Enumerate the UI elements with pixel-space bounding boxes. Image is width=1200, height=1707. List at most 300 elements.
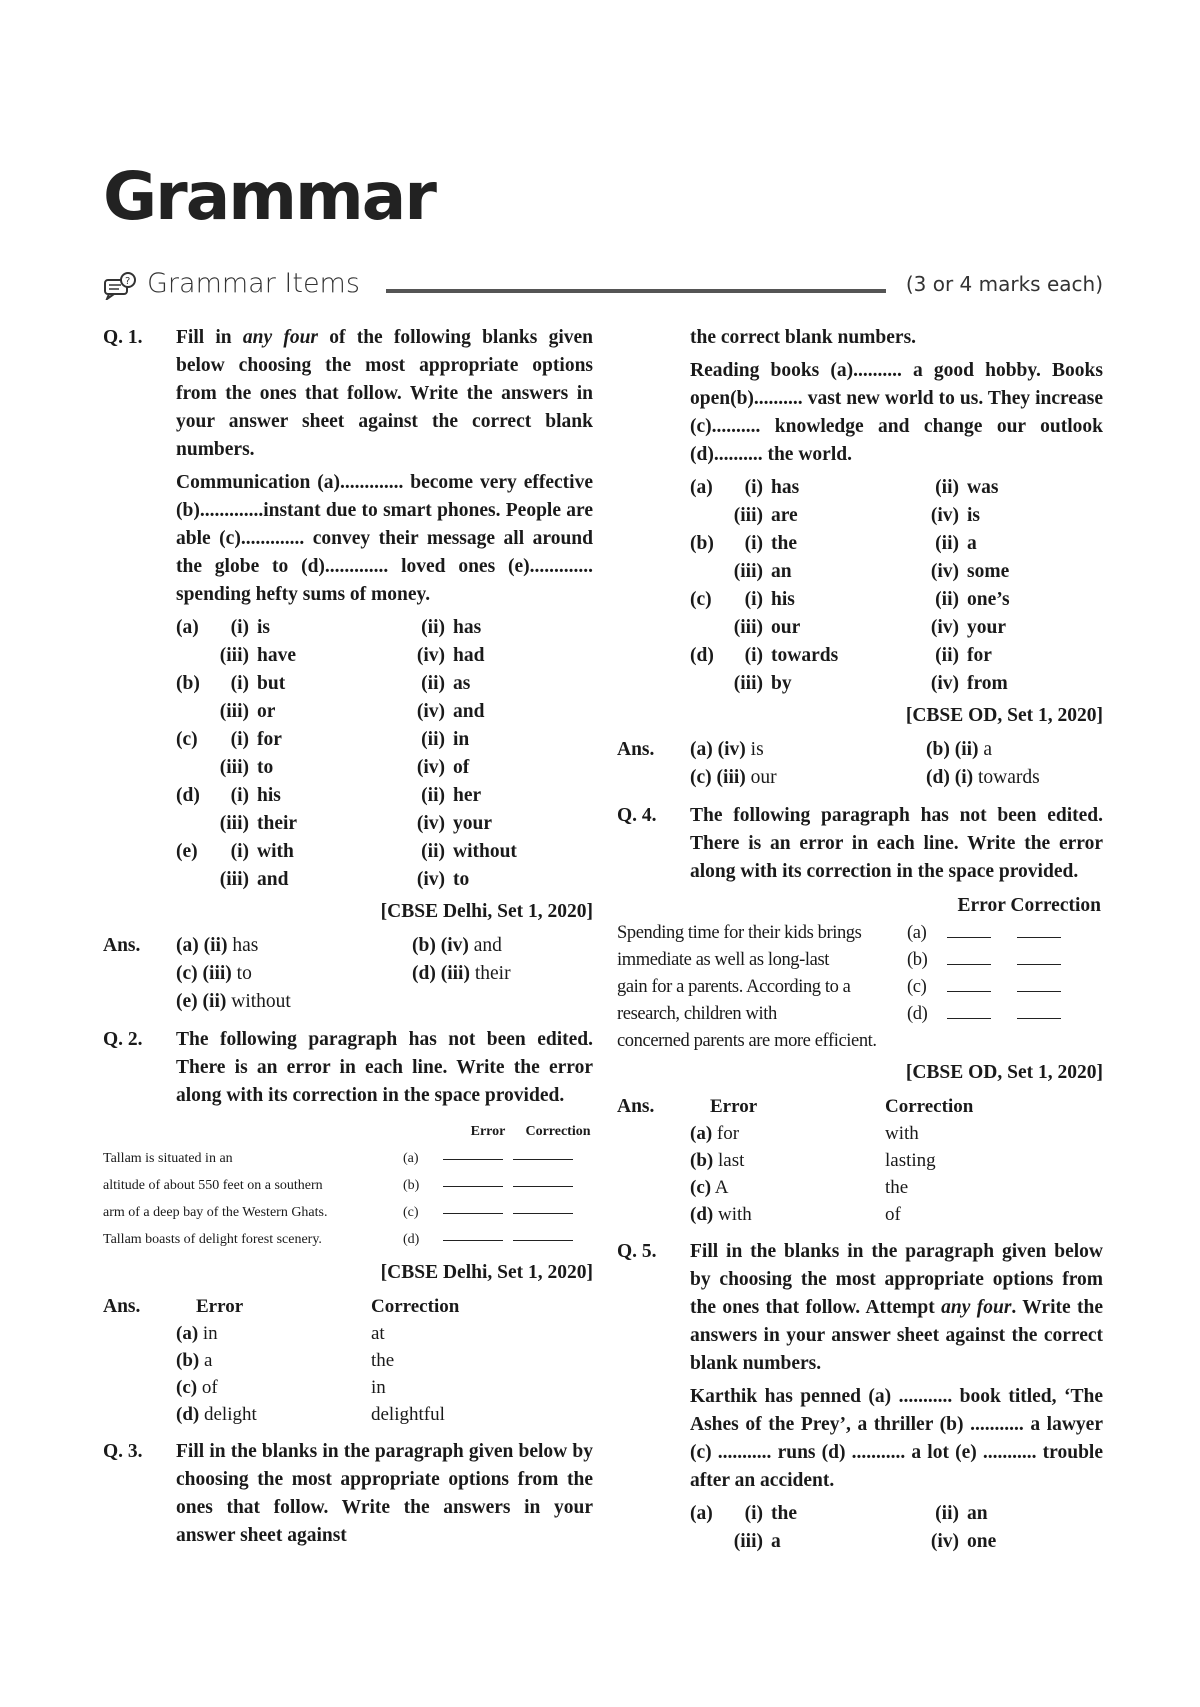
answer-letter: (a): [690, 1123, 713, 1144]
option-numeral: (iv): [930, 561, 959, 582]
answer-error: A: [714, 1177, 729, 1198]
option-choice: [725, 474, 921, 502]
option-choice: [725, 530, 921, 558]
question-5: [617, 1238, 1103, 1556]
error-table-row: [617, 947, 1103, 974]
error-blank-cell: [947, 920, 1017, 947]
option-choice: [921, 586, 1010, 614]
correction-blank: [1017, 977, 1061, 992]
option-numeral: (iv): [416, 645, 445, 666]
option-spacer: [176, 754, 211, 782]
question-stem: The following paragraph has not been edited. There is an error in each line. Write the error along with its correction in the space provided.: [690, 805, 1103, 882]
error-blank: [443, 1145, 503, 1160]
answer-error: a: [203, 1350, 213, 1371]
option-numeral: (iv): [930, 1531, 959, 1552]
option-choice: [725, 558, 921, 586]
option-numeral: (i): [230, 729, 249, 750]
option-row: [690, 614, 1103, 642]
answer-letter: (d): [690, 1204, 714, 1225]
error-table: [617, 920, 1103, 1055]
answer-word: to: [236, 963, 252, 984]
option-numeral: (ii): [935, 1503, 959, 1524]
answer-cell: [176, 1374, 271, 1401]
line-key: (b): [907, 950, 928, 970]
option-text: to: [257, 757, 274, 778]
question-stem: Fill in any four of the following blanks given below choosing the most appropriate options from the ones that follow. Write the answers in your answer sheet against the correct blank numbers.: [176, 327, 593, 460]
error-blank-cell: [947, 1001, 1017, 1028]
option-spacer: [690, 670, 725, 698]
answer-label: Ans.: [617, 739, 655, 760]
question-stem-continued: the correct blank numbers.: [690, 327, 917, 348]
question-stem: The following paragraph has not been edited. There is an error in each line. Write the error along with its correction in the space provided.: [176, 1029, 593, 1106]
question-3: [103, 1438, 593, 1550]
option-text: the: [771, 533, 797, 554]
option-choice: [921, 670, 1008, 698]
option-choice: [407, 698, 484, 726]
error-table-row: [103, 1145, 593, 1172]
answer-numeral: (ii): [203, 935, 228, 956]
answer-error: in: [202, 1323, 218, 1344]
answer-row: [176, 1374, 593, 1401]
answer-row: [690, 1201, 1103, 1228]
option-choice: [725, 1500, 921, 1528]
option-choice: [407, 614, 481, 642]
answer-row: [690, 1147, 1103, 1174]
answer-error: last: [717, 1150, 745, 1171]
answer-row: [690, 1120, 1103, 1147]
correction-blank-cell: [1017, 1001, 1103, 1028]
option-row: [176, 726, 593, 754]
option-label: (a): [690, 1503, 713, 1524]
option-choice: [211, 866, 407, 894]
option-text: to: [453, 869, 470, 890]
option-choice: [921, 558, 1009, 586]
error-blank: [947, 950, 991, 965]
line-key: (c): [403, 1205, 419, 1220]
option-row: [690, 558, 1103, 586]
answer-row: [176, 1347, 593, 1374]
answer-2: [103, 1293, 593, 1428]
option-text: for: [967, 645, 992, 666]
answer-letter: (a): [176, 935, 199, 956]
option-choice: [725, 1528, 921, 1556]
option-text: and: [257, 869, 289, 890]
answer-1: [103, 932, 593, 1016]
option-choice: [407, 726, 469, 754]
correction-blank-cell: [1017, 920, 1103, 947]
section-rule: [386, 289, 886, 293]
option-text: for: [257, 729, 282, 750]
line-key: (b): [403, 1178, 420, 1193]
option-text: our: [771, 617, 801, 638]
error-table-row: [103, 1199, 593, 1226]
answer-word: our: [750, 767, 777, 788]
question-2: [103, 1026, 593, 1110]
option-numeral: (ii): [421, 729, 445, 750]
line-key: (d): [907, 1004, 928, 1024]
answer-item: [176, 988, 412, 1016]
answer-item: [412, 932, 593, 960]
answer-letter: (c): [176, 1377, 198, 1398]
option-row: [690, 1500, 1103, 1528]
answer-cell: [176, 1347, 271, 1374]
answer-letter: (b): [926, 739, 950, 760]
option-row: [176, 670, 593, 698]
option-text: had: [453, 645, 485, 666]
answer-numeral: (ii): [954, 739, 979, 760]
option-numeral: (i): [230, 617, 249, 638]
option-numeral: (iii): [733, 561, 763, 582]
option-label: (d): [690, 645, 714, 666]
answer-cell: [176, 1401, 271, 1428]
option-numeral: (iii): [219, 813, 249, 834]
option-numeral: (i): [744, 477, 763, 498]
option-spacer: [176, 642, 211, 670]
option-text: was: [967, 477, 999, 498]
answer-table: Error Correction (a) for with (b) last lasting (c) A the (d) with of: [690, 1093, 1103, 1228]
line-text: Tallam is situated in an: [103, 1151, 233, 1166]
option-choice: [921, 502, 980, 530]
answer-numeral: (iii): [716, 767, 746, 788]
error-table: [103, 1118, 593, 1253]
answer-letter: (d): [412, 963, 436, 984]
answer-numeral: (iii): [440, 963, 470, 984]
option-choice: [211, 726, 407, 754]
right-column: [617, 324, 1103, 1562]
option-text: without: [453, 841, 517, 862]
option-choice: [921, 614, 1006, 642]
option-numeral: (iii): [733, 617, 763, 638]
option-choice: [921, 1500, 988, 1528]
answer-numeral: (iv): [440, 935, 469, 956]
option-choice: [921, 642, 992, 670]
option-text: the: [771, 1503, 797, 1524]
option-choice: [211, 670, 407, 698]
option-text: her: [453, 785, 482, 806]
option-choice: [211, 810, 407, 838]
option-numeral: (iv): [416, 701, 445, 722]
source-citation: [CBSE OD, Set 1, 2020]: [905, 1062, 1103, 1083]
option-numeral: (iv): [416, 869, 445, 890]
option-numeral: (ii): [935, 589, 959, 610]
answer-word: a: [983, 739, 993, 760]
answer-letter: (c): [690, 1177, 712, 1198]
option-text: by: [771, 673, 792, 694]
options-list: [176, 614, 593, 894]
option-spacer: [690, 614, 725, 642]
question-number: Q. 5.: [617, 1241, 657, 1262]
option-spacer: [690, 558, 725, 586]
option-spacer: [690, 502, 725, 530]
answer-numeral: (iii): [202, 963, 232, 984]
line-text: altitude of about 550 feet on a southern: [103, 1178, 323, 1193]
option-choice: [725, 502, 921, 530]
answer-letter: (a): [690, 739, 713, 760]
answer-letter: (d): [176, 1404, 200, 1425]
line-text: concerned parents are more efficient.: [617, 1031, 877, 1051]
answer-correction: the: [885, 1177, 909, 1198]
answer-correction: in: [371, 1377, 386, 1398]
option-numeral: (iii): [219, 869, 249, 890]
option-row: [176, 754, 593, 782]
speech-bubble-icon: [103, 272, 137, 300]
option-numeral: (ii): [421, 673, 445, 694]
answer-4: [617, 1093, 1103, 1228]
correction-blank: [1017, 1004, 1061, 1019]
option-numeral: (iii): [733, 1531, 763, 1552]
option-choice: [407, 782, 481, 810]
answer-label: Ans.: [103, 1296, 141, 1317]
option-text: in: [453, 729, 470, 750]
answer-correction: of: [885, 1204, 901, 1225]
answer-correction: the: [371, 1350, 395, 1371]
option-spacer: [176, 698, 211, 726]
option-choice: [921, 474, 998, 502]
option-row: [176, 866, 593, 894]
error-table-row: [617, 920, 1103, 947]
option-choice: [211, 642, 407, 670]
question-3-cont: [617, 324, 1103, 730]
option-text: your: [453, 813, 492, 834]
error-table-row: [103, 1226, 593, 1253]
answer-word: their: [474, 963, 511, 984]
answer-numeral: (i): [954, 767, 974, 788]
answer-word: towards: [978, 767, 1040, 788]
option-choice: [921, 1528, 996, 1556]
answer-letter: (b): [412, 935, 436, 956]
option-text: and: [453, 701, 485, 722]
option-numeral: (iii): [733, 673, 763, 694]
question-passage: Reading books (a).......... a good hobby. Books open(b).......... vast new world to us. They increase (c).......... knowledge and change our outlook (d).......... the world.: [690, 360, 1103, 465]
section-marks: (3 or 4 marks each): [905, 272, 1103, 296]
option-text: your: [967, 617, 1006, 638]
source-citation: [CBSE Delhi, Set 1, 2020]: [380, 1262, 593, 1283]
question-passage: Communication (a)............. become very effective (b).............instant due to smart phones. People are able (c)............. convey their message all around the globe to (d)............. loved ones (e)............. spending hefty sums of money.: [176, 472, 593, 605]
answer-item: [926, 736, 1103, 764]
section-title: Grammar Items: [147, 268, 360, 299]
option-numeral: (i): [230, 785, 249, 806]
option-label: (d): [176, 785, 200, 806]
option-text: one: [967, 1531, 997, 1552]
answer-cell: [690, 1120, 785, 1147]
option-label: (b): [690, 533, 714, 554]
answer-correction: at: [371, 1323, 385, 1344]
option-text: an: [967, 1503, 988, 1524]
option-text: has: [453, 617, 482, 638]
option-choice: [407, 866, 469, 894]
option-choice: [211, 754, 407, 782]
option-numeral: (iv): [930, 617, 959, 638]
option-text: his: [771, 589, 795, 610]
option-numeral: (iv): [930, 673, 959, 694]
option-choice: [407, 642, 484, 670]
option-row: [690, 474, 1103, 502]
option-text: from: [967, 673, 1008, 694]
option-numeral: (iii): [219, 757, 249, 778]
answer-word: without: [231, 991, 291, 1012]
option-label: (e): [176, 841, 198, 862]
option-choice: [211, 838, 407, 866]
option-row: [690, 502, 1103, 530]
error-blank: [443, 1172, 503, 1187]
option-row: [176, 810, 593, 838]
option-choice: [407, 810, 492, 838]
option-label: (c): [176, 729, 198, 750]
option-spacer: [176, 866, 211, 894]
option-choice: [725, 614, 921, 642]
option-choice: [211, 782, 407, 810]
line-text: Spending time for their kids brings: [617, 923, 862, 943]
option-label: (b): [176, 673, 200, 694]
answer-letter: (c): [176, 963, 198, 984]
option-text: is: [257, 617, 271, 638]
question-number: Q. 4.: [617, 805, 657, 826]
option-choice: [407, 838, 517, 866]
error-blank: [443, 1226, 503, 1241]
answer-label: Ans.: [103, 935, 141, 956]
option-choice: [407, 670, 470, 698]
option-choice: [725, 642, 921, 670]
answer-numeral: (iv): [717, 739, 746, 760]
answer-3: [617, 736, 1103, 792]
option-numeral: (ii): [421, 785, 445, 806]
error-table-header: Error Correction: [957, 895, 1101, 916]
question-stem: Fill in the blanks in the paragraph given below by choosing the most appropriate options from the ones that follow. Attempt any four. Write the answers in your answer sheet against the correct blank numbers.: [690, 1241, 1103, 1374]
section-header: [103, 268, 1103, 304]
option-numeral: (i): [744, 645, 763, 666]
correction-blank: [513, 1199, 573, 1214]
option-text: is: [967, 505, 981, 526]
option-text: towards: [771, 645, 839, 666]
error-blank: [947, 923, 991, 938]
option-numeral: (i): [230, 841, 249, 862]
option-label: (a): [690, 477, 713, 498]
page-title: Grammar: [103, 158, 435, 235]
answer-numeral: (ii): [202, 991, 227, 1012]
answer-error: delight: [203, 1404, 257, 1425]
option-text: a: [967, 533, 977, 554]
correction-blank: [1017, 923, 1061, 938]
option-numeral: (i): [744, 1503, 763, 1524]
options-list: [690, 1500, 1103, 1556]
answer-grid: [690, 736, 1103, 792]
answer-letter: (e): [176, 991, 198, 1012]
option-row: [690, 1528, 1103, 1556]
option-text: their: [257, 813, 298, 834]
option-numeral: (iv): [416, 813, 445, 834]
error-table-row: [103, 1172, 593, 1199]
option-numeral: (ii): [935, 477, 959, 498]
question-1: [103, 324, 593, 926]
answer-letter: (b): [690, 1150, 714, 1171]
option-numeral: (iii): [219, 701, 249, 722]
correction-blank-cell: [1017, 1028, 1103, 1055]
answer-item: [926, 764, 1103, 792]
answer-row: [176, 1401, 593, 1428]
answer-item: [690, 764, 926, 792]
line-key: (a): [403, 1151, 419, 1166]
left-column: [103, 324, 593, 1556]
option-label: (a): [176, 617, 199, 638]
option-text: has: [771, 477, 800, 498]
option-text: are: [771, 505, 798, 526]
option-text: some: [967, 561, 1010, 582]
line-text: research, children with: [617, 1004, 777, 1024]
answer-item: [690, 736, 926, 764]
option-numeral: (i): [744, 589, 763, 610]
option-numeral: (ii): [935, 533, 959, 554]
option-numeral: (iv): [930, 505, 959, 526]
option-text: an: [771, 561, 792, 582]
line-key: [907, 1028, 947, 1055]
answer-correction: delightful: [371, 1404, 445, 1425]
question-number: Q. 1.: [103, 327, 143, 348]
answer-error: for: [716, 1123, 740, 1144]
answer-letter: (b): [176, 1350, 200, 1371]
option-text: as: [453, 673, 471, 694]
correction-blank: [1017, 950, 1061, 965]
error-blank-cell: [947, 1028, 1017, 1055]
option-row: [690, 530, 1103, 558]
option-spacer: [690, 1528, 725, 1556]
answer-item: [176, 960, 412, 988]
line-key: (c): [907, 977, 927, 997]
answer-word: has: [232, 935, 259, 956]
line-text: immediate as well as long-last: [617, 950, 829, 970]
line-text: gain for a parents. According to a: [617, 977, 851, 997]
options-list: [690, 474, 1103, 698]
line-key: (a): [907, 923, 927, 943]
option-numeral: (i): [230, 673, 249, 694]
answer-cell: [690, 1147, 785, 1174]
option-numeral: (iii): [219, 645, 249, 666]
option-row: [176, 838, 593, 866]
line-key: (d): [403, 1232, 420, 1247]
option-numeral: (i): [744, 533, 763, 554]
answer-error: of: [201, 1377, 218, 1398]
answer-cell: [690, 1174, 785, 1201]
answer-row: [176, 1320, 593, 1347]
option-choice: [407, 754, 469, 782]
answer-word: is: [750, 739, 764, 760]
error-blank-cell: [947, 974, 1017, 1001]
question-stem: Fill in the blanks in the paragraph given below by choosing the most appropriate options from the ones that follow. Write the answers in your answer sheet against: [176, 1441, 593, 1546]
svg-text:?: ?: [125, 276, 131, 287]
question-passage: Karthik has penned (a) ........... book titled, ‘The Ashes of the Prey’, a thriller (b) ........... a lawyer (c) ........... runs (d) ........... a lot (e) ........... trouble after an accident.: [690, 1386, 1103, 1491]
answer-table: Error Correction (a) in at (b) a the (c) of in (d) delight delightful: [176, 1293, 593, 1428]
answer-cell: [176, 1320, 271, 1347]
option-text: have: [257, 645, 296, 666]
error-blank: [947, 977, 991, 992]
answer-row: [690, 1174, 1103, 1201]
answer-cell: [690, 1201, 785, 1228]
correction-blank-cell: [1017, 947, 1103, 974]
source-citation: [CBSE Delhi, Set 1, 2020]: [380, 901, 593, 922]
option-choice: [725, 586, 921, 614]
error-blank: [947, 1004, 991, 1019]
option-text: one’s: [967, 589, 1010, 610]
option-text: of: [453, 757, 470, 778]
option-row: [176, 642, 593, 670]
correction-blank: [513, 1226, 573, 1241]
option-numeral: (iii): [733, 505, 763, 526]
line-text: arm of a deep bay of the Western Ghats.: [103, 1205, 328, 1220]
line-text: Tallam boasts of delight forest scenery.: [103, 1232, 322, 1247]
answer-grid: [176, 932, 593, 1016]
answer-error: with: [717, 1204, 752, 1225]
option-numeral: (ii): [421, 617, 445, 638]
answer-word: and: [473, 935, 502, 956]
